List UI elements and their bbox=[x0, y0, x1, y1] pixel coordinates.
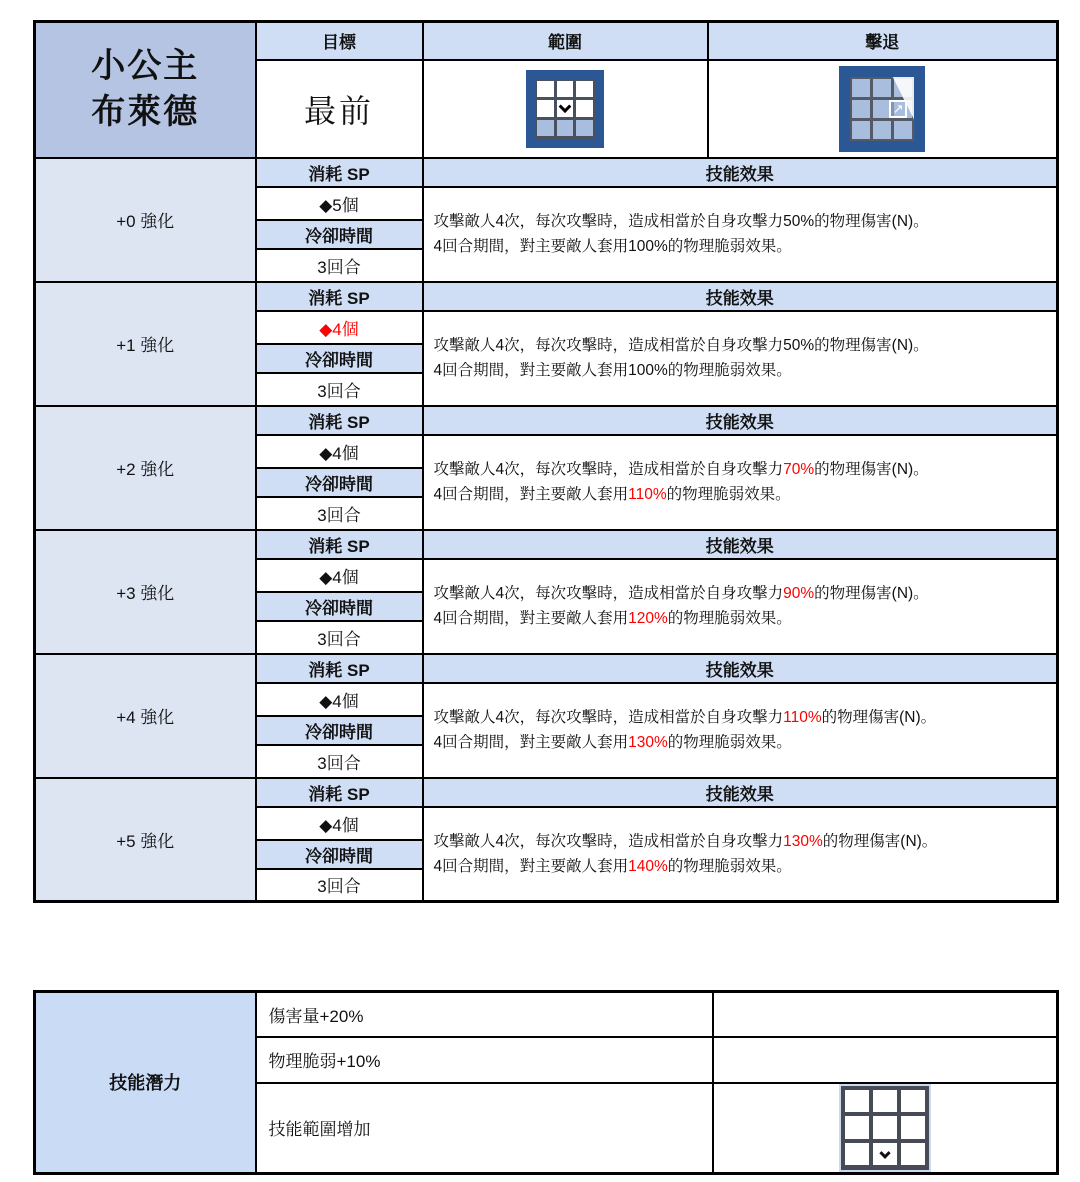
skill-effect-text: 攻擊敵人4次，每次攻擊時，造成相當於自身攻擊力70%的物理傷害(N)。 4回合期間，對主要敵人套用110%的物理脆弱效果。 bbox=[423, 435, 1058, 530]
skill-effect-header: 技能效果 bbox=[423, 530, 1058, 559]
character-name-line2: 布萊德 bbox=[91, 92, 200, 131]
skill-potential-table bbox=[33, 990, 1059, 1175]
skill-effect-header: 技能效果 bbox=[423, 158, 1058, 187]
cooldown-value: 3回合 bbox=[256, 745, 423, 778]
cooldown-header: 冷卻時間 bbox=[256, 344, 423, 373]
cooldown-value: 3回合 bbox=[256, 373, 423, 406]
knockback-grid-icon bbox=[839, 66, 925, 152]
potential-title: 技能潛力 bbox=[35, 992, 256, 1174]
range-increase-grid-icon bbox=[839, 1084, 931, 1172]
skill-effect-text: 攻擊敵人4次，每次攻擊時，造成相當於自身攻擊力90%的物理傷害(N)。 4回合期間，對主要敵人套用120%的物理脆弱效果。 bbox=[423, 559, 1058, 654]
skill-effect-text: 攻擊敵人4次，每次攻擊時，造成相當於自身攻擊力50%的物理傷害(N)。 4回合期間，對主要敵人套用100%的物理脆弱效果。 bbox=[423, 187, 1058, 282]
chevron-down-icon bbox=[559, 101, 572, 114]
target-header: 目標 bbox=[256, 22, 423, 60]
potential-row-damage: 傷害量+20% bbox=[256, 992, 713, 1037]
skill-effect-text: 攻擊敵人4次，每次攻擊時，造成相當於自身攻擊力130%的物理傷害(N)。 4回合期間，對主要敵人套用140%的物理脆弱效果。 bbox=[423, 807, 1058, 902]
knockback-icon-cell bbox=[708, 60, 1058, 158]
range-header: 範圍 bbox=[423, 22, 708, 60]
skill-effect-header: 技能效果 bbox=[423, 282, 1058, 311]
potential-row-range: 技能範圍增加 bbox=[256, 1083, 713, 1174]
skill-effect-header: 技能效果 bbox=[423, 654, 1058, 683]
sp-cost-header: 消耗 SP bbox=[256, 406, 423, 435]
sp-cost-value: ◆5個 bbox=[256, 187, 423, 220]
potential-empty-cell bbox=[713, 992, 1058, 1037]
sp-cost-header: 消耗 SP bbox=[256, 778, 423, 807]
character-name-line1: 小公主 bbox=[91, 46, 200, 85]
cooldown-header: 冷卻時間 bbox=[256, 468, 423, 497]
enhancement-level-label: +1 強化 bbox=[35, 282, 256, 406]
sp-cost-value: ◆4個 bbox=[256, 683, 423, 716]
cooldown-header: 冷卻時間 bbox=[256, 840, 423, 869]
skill-effect-text: 攻擊敵人4次，每次攻擊時，造成相當於自身攻擊力50%的物理傷害(N)。 4回合期間，對主要敵人套用100%的物理脆弱效果。 bbox=[423, 311, 1058, 406]
enhancement-level-label: +4 強化 bbox=[35, 654, 256, 778]
skill-effect-text: 攻擊敵人4次，每次攻擊時，造成相當於自身攻擊力110%的物理傷害(N)。 4回合期間，對主要敵人套用130%的物理脆弱效果。 bbox=[423, 683, 1058, 778]
potential-range-icon-cell bbox=[713, 1083, 1058, 1174]
enhancement-level-label: +2 強化 bbox=[35, 406, 256, 530]
sp-cost-value: ◆4個 bbox=[256, 559, 423, 592]
cooldown-value: 3回合 bbox=[256, 869, 423, 902]
skill-main-table bbox=[33, 20, 1059, 903]
enhancement-level-label: +3 強化 bbox=[35, 530, 256, 654]
cooldown-header: 冷卻時間 bbox=[256, 592, 423, 621]
potential-empty-cell bbox=[713, 1037, 1058, 1083]
target-value: 最前 bbox=[256, 60, 423, 158]
arrow-up-right-icon: ↗ bbox=[889, 100, 907, 118]
cooldown-value: 3回合 bbox=[256, 621, 423, 654]
sp-cost-header: 消耗 SP bbox=[256, 654, 423, 683]
sp-cost-header: 消耗 SP bbox=[256, 282, 423, 311]
character-name bbox=[35, 22, 256, 158]
enhancement-level-label: +5 強化 bbox=[35, 778, 256, 902]
cooldown-value: 3回合 bbox=[256, 249, 423, 282]
cooldown-value: 3回合 bbox=[256, 497, 423, 530]
range-icon-cell bbox=[423, 60, 708, 158]
range-grid-icon bbox=[526, 70, 604, 148]
sp-cost-header: 消耗 SP bbox=[256, 530, 423, 559]
skill-effect-header: 技能效果 bbox=[423, 778, 1058, 807]
sp-cost-value: ◆4個 bbox=[256, 311, 423, 344]
cooldown-header: 冷卻時間 bbox=[256, 220, 423, 249]
potential-row-fragility: 物理脆弱+10% bbox=[256, 1037, 713, 1083]
sp-cost-value: ◆4個 bbox=[256, 435, 423, 468]
cooldown-header: 冷卻時間 bbox=[256, 716, 423, 745]
chevron-down-icon bbox=[879, 1148, 890, 1159]
knockback-header: 擊退 bbox=[708, 22, 1058, 60]
sp-cost-value: ◆4個 bbox=[256, 807, 423, 840]
enhancement-level-label: +0 強化 bbox=[35, 158, 256, 282]
sp-cost-header: 消耗 SP bbox=[256, 158, 423, 187]
skill-effect-header: 技能效果 bbox=[423, 406, 1058, 435]
